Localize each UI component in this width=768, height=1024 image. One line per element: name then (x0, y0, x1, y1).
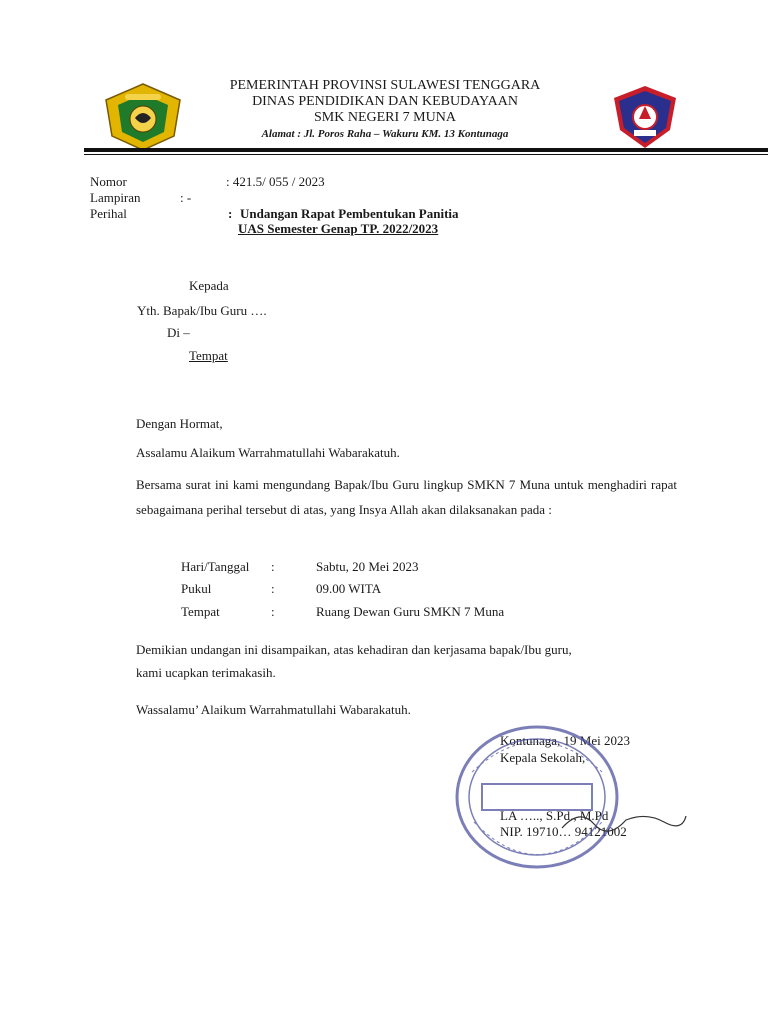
lampiran-value: : - (180, 190, 192, 205)
signatory-nip: NIP. 19710… 94121002 (500, 824, 627, 839)
schedule-date-colon: : (271, 559, 275, 574)
letterhead-address: Alamat : Jl. Poros Raha – Wakuru KM. 13 Kontunaga (261, 128, 509, 140)
invitation-paragraph: Bersama surat ini kami mengundang Bapak/Ibu Guru lingkup SMKN 7 Muna untuk menghadiri rapat sebagaimana perihal tersebut di atas, yang Insya Allah akan dilaksanakan pada : (136, 477, 677, 517)
schedule-place-label: Tempat (181, 604, 220, 619)
schedule-time-value: 09.00 WITA (316, 581, 382, 596)
closing-line1: Demikian undangan ini disampaikan, atas kehadiran dan kerjasama bapak/Ibu guru, (136, 642, 572, 657)
closing-line2: kami ucapkan terimakasih. (136, 665, 276, 680)
signature-icon (560, 806, 690, 836)
signatory-name: LA ….., S.Pd., M.Pd (500, 808, 609, 823)
perihal-subject: Undangan Rapat Pembentukan Panitia (240, 206, 459, 221)
schedule-time-colon: : (271, 581, 275, 596)
school-emblem-icon (610, 84, 680, 150)
letterhead-department: DINAS PENDIDIKAN DAN KEBUDAYAAN (252, 94, 518, 109)
greeting: Dengan Hormat, (136, 416, 223, 431)
recipient-di: Di – (167, 325, 190, 340)
lampiran-label: Lampiran (90, 190, 141, 205)
recipient-kepada: Kepada (189, 278, 229, 293)
schedule-place-value: Ruang Dewan Guru SMKN 7 Muna (316, 604, 505, 619)
schedule-place-colon: : (271, 604, 275, 619)
signature-place-date: Kontunaga, 19 Mei 2023 (500, 733, 630, 748)
opening-salam: Assalamu Alaikum Warrahmatullahi Wabarakatuh. (136, 445, 400, 460)
signature-title: Kepala Sekolah, (500, 750, 586, 765)
nomor-label: Nomor (90, 174, 127, 189)
signature-scribble (560, 806, 690, 841)
letterhead-school: SMK NEGERI 7 MUNA (314, 110, 456, 125)
schedule-time-label: Pukul (181, 581, 212, 596)
perihal-label: Perihal (90, 206, 127, 221)
letterhead-government: PEMERINTAH PROVINSI SULAWESI TENGGARA (229, 78, 541, 93)
nomor-value: : 421.5/ 055 / 2023 (226, 174, 325, 189)
school-logo (610, 84, 680, 155)
letterhead (170, 78, 600, 142)
recipient-tempat: Tempat (189, 348, 228, 363)
stamp-seal-icon (452, 722, 622, 872)
schedule-date-value: Sabtu, 20 Mei 2023 (316, 559, 419, 574)
official-stamp (452, 722, 622, 877)
closing-salam: Wassalamu’ Alaikum Warrahmatullahi Wabarakatuh. (136, 702, 411, 717)
letterhead-divider-thin (84, 154, 768, 155)
perihal-colon: : (228, 206, 233, 221)
letterhead-divider (84, 148, 768, 152)
schedule-date-label: Hari/Tanggal (181, 559, 250, 574)
recipient-name: Yth. Bapak/Ibu Guru …. (137, 303, 267, 318)
perihal-subject-line2: UAS Semester Genap TP. 2022/2023 (238, 221, 439, 236)
